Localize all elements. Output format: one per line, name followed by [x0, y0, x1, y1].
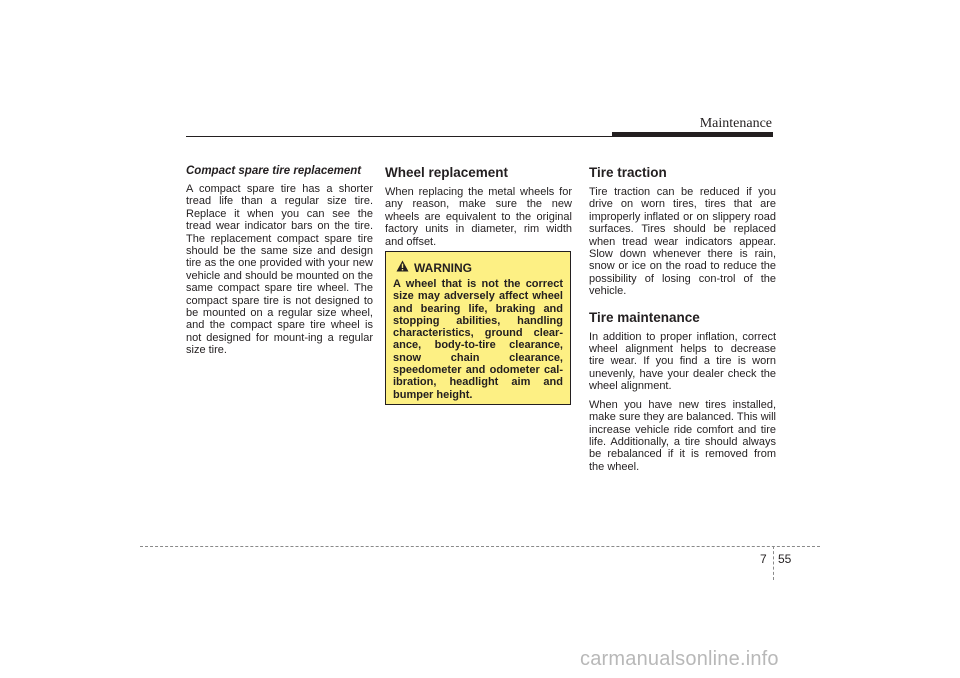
header-rule-thin [186, 136, 612, 137]
wheel-replacement-title: Wheel replacement [385, 165, 509, 180]
section-title: Maintenance [699, 116, 772, 131]
tire-maintenance-para2: When you have new tires installed, make sure they are balanced. This will increase vehicle ride comfort and tire life. Additionally, a tire should always be rebalanced if it is removed from the wheel. [589, 398, 776, 473]
compact-spare-body: A compact spare tire has a shorter tread life than a regular size tire. Replace it when you can see the tread wear indicator bars on the tire. The replacement compact spare tire should be the same size and design tire as the one provided with your new vehicle and should be mounted on the same compact spare tire wheel. The compact spare tire is not designed to be mounted on a regular size wheel, and the compact spare tire wheel is not designed for mount-ing a regular size tire. [186, 183, 373, 357]
footer-dashed-rule [140, 546, 820, 547]
chapter-number: 7 [760, 552, 767, 566]
column-middle [385, 165, 572, 254]
page-number: 55 [778, 552, 792, 566]
warning-triangle-icon [396, 260, 409, 275]
warning-header [396, 260, 563, 275]
column-left [186, 165, 373, 363]
tire-traction-body: Tire traction can be reduced if you drive on worn tires, tires that are improperly inflated or on slippery road surfaces. Tires should be replaced when tread wear indicators appear. Slow down whenever there is rain, snow or ice on the road to reduce the possibility of losing con-trol of the vehicle. [589, 186, 776, 298]
compact-spare-title: Compact spare tire replacement [186, 165, 362, 177]
wheel-replacement-body: When replacing the metal wheels for any reason, make sure the new wheels are equivalent to the original factory units in diameter, rim width and offset. [385, 186, 572, 248]
header-rule-thick [612, 132, 773, 137]
footer-dashed-separator [773, 546, 774, 580]
tire-maintenance-title: Tire maintenance [589, 309, 700, 325]
column-right [589, 165, 776, 479]
tire-traction-title: Tire traction [589, 165, 667, 180]
watermark-text: carmanualsonline.info [580, 648, 779, 670]
tire-maintenance-para1: In addition to proper inflation, correct wheel alignment helps to decrease tire wear. If you find a tire is worn unevenly, have your dealer check the wheel alignment. [589, 330, 776, 393]
warning-title: WARNING [414, 260, 472, 275]
warning-text: A wheel that is not the correct size may adversely affect wheel and bearing life, braking and stopping abilities, handling characteristics, ground clear-ance, body-to-tire clearance, snow chain clearance, speedometer and odometer cal-ibration, headlight aim and bumper height. [393, 278, 563, 401]
warning-box [385, 251, 571, 405]
